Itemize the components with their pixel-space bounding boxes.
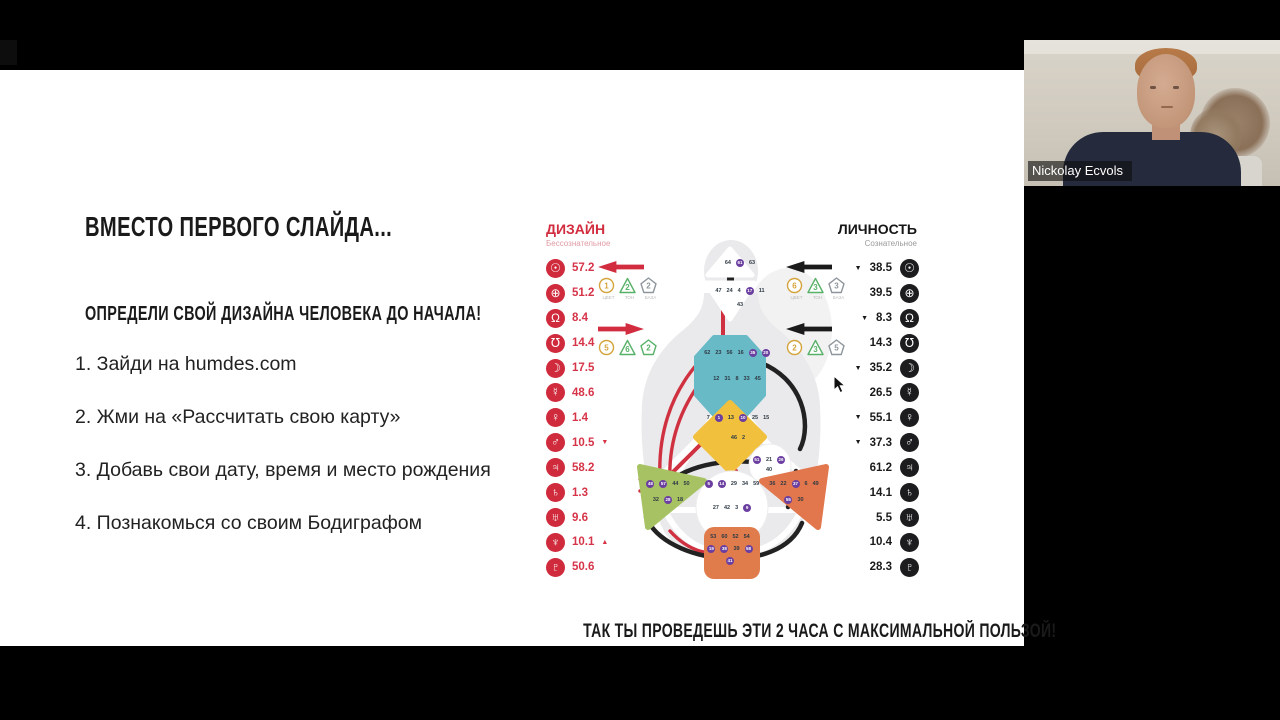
gate-number: 60 [721, 533, 728, 540]
gate-number: 39 [733, 545, 740, 552]
gate-value: 17.5 [572, 362, 595, 375]
design-badge-group-1 [598, 261, 661, 300]
personality-planet-row [795, 405, 919, 430]
gate-value: 37.3 [869, 436, 892, 449]
gate-number: 30 [797, 496, 804, 503]
personality-badge-group-1 [786, 261, 849, 300]
gate-value: 9.6 [572, 511, 588, 524]
pentagon-badge [828, 277, 845, 294]
personality-planet-row [795, 381, 919, 406]
gate-value: 38.5 [869, 262, 892, 275]
badge-label: БАЗА [644, 295, 657, 300]
gate-value: 35.2 [869, 362, 892, 375]
arrow-left-icon [598, 261, 644, 273]
gate-value: 26.5 [869, 386, 892, 399]
gate-value: 8.4 [572, 312, 588, 325]
badge-label: ЦВЕТ [790, 295, 803, 300]
gate-number: 24 [726, 288, 733, 295]
gate-number: 45 [754, 375, 761, 382]
gate-number: 56 [726, 350, 733, 357]
gate-number: 31 [724, 375, 731, 382]
gate-value: 5.5 [876, 511, 892, 524]
gate-number: 53 [710, 533, 717, 540]
gate-number: 43 [736, 301, 744, 308]
g-center-gates [704, 409, 772, 447]
gate-number: 3 [735, 504, 739, 511]
gate-number: 8 [735, 375, 739, 382]
gate-number: 25 [751, 415, 759, 422]
gate-value: 55.1 [869, 411, 892, 424]
pluto-icon: ♇ [546, 558, 565, 577]
gate-value: 1.4 [572, 411, 588, 424]
webcam-tile[interactable] [1024, 40, 1280, 186]
pentagon-badge [828, 339, 845, 356]
mars-icon: ♂ [900, 433, 919, 452]
gate-number: 9 [743, 504, 751, 512]
up-marker-icon: ▲ [601, 538, 609, 546]
gate-number: 1 [715, 414, 723, 422]
gate-number: 26 [778, 456, 784, 462]
instruction-step: 4. Познакомься со своим Бодиграфом [75, 512, 423, 534]
slide-title: ВМЕСТО ПЕРВОГО СЛАЙДА... [85, 211, 393, 242]
gate-number: 18 [677, 496, 684, 503]
throat-center-gates [700, 341, 774, 391]
down-marker-icon: ▼ [854, 439, 862, 447]
venus-icon: ♀ [546, 408, 565, 427]
pentagon-badge [640, 277, 657, 294]
presentation-slide [0, 70, 1057, 646]
badge-label: ТОН [812, 295, 823, 300]
circle-badge [786, 339, 803, 356]
gate-value: 10.5 [572, 436, 595, 449]
design-planets-column [546, 256, 608, 580]
gate-number: 2 [742, 434, 746, 441]
spleen-center-gates [642, 477, 694, 507]
neptune-icon: ♆ [546, 533, 565, 552]
north-node-icon: Ω [546, 309, 565, 328]
jupiter-icon: ♃ [900, 458, 919, 477]
personality-subtitle: Сознательное [864, 239, 917, 248]
top-letterbox-bar [0, 0, 1024, 70]
design-header [546, 221, 610, 248]
moon-icon: ☽ [546, 359, 565, 378]
bodygraph-panel [540, 215, 925, 587]
svg-text:5: 5 [604, 343, 609, 353]
gate-value: 10.4 [869, 536, 892, 549]
top-left-dark-square [0, 40, 17, 65]
south-node-icon: ℧ [546, 334, 565, 353]
slide-footer-caption: ТАК ТЫ ПРОВЕДЕШЬ ЭТИ 2 ЧАСА С МАКСИМАЛЬНОЙ ПОЛЬЗОЙ! [583, 621, 1057, 642]
gate-number: 32 [652, 496, 659, 503]
presenter-face [1137, 54, 1195, 128]
arrow-right-icon [598, 323, 644, 335]
sun-icon: ☉ [900, 259, 919, 278]
gate-number: 61 [737, 260, 743, 265]
personality-badge-group-2 [786, 323, 845, 356]
gate-value: 58.2 [572, 461, 595, 474]
gate-number: 11 [758, 288, 765, 295]
down-marker-icon: ▼ [601, 439, 609, 447]
head-center-gates [716, 257, 764, 269]
design-planet-row [546, 405, 608, 430]
gate-number: 41 [727, 558, 733, 564]
design-planet-row [546, 430, 608, 455]
svg-text:3: 3 [813, 345, 818, 354]
down-marker-icon: ▼ [861, 314, 868, 322]
earth-icon: ⊕ [546, 284, 565, 303]
gate-number: 54 [743, 533, 750, 540]
jupiter-icon: ♃ [546, 458, 565, 477]
saturn-icon: ♄ [900, 483, 919, 502]
slide-footer-caption-wrap [500, 621, 1057, 643]
gate-number: 13 [727, 415, 734, 422]
solar-center-gates [768, 477, 820, 507]
gate-number: 59 [753, 481, 760, 488]
gate-value: 61.2 [869, 461, 892, 474]
circle-badge [786, 277, 803, 294]
badge-label: БАЗА [832, 295, 845, 300]
triangle-badge [619, 277, 636, 294]
gate-value: 28.3 [869, 561, 892, 574]
down-marker-icon: ▼ [854, 414, 862, 422]
svg-text:1: 1 [604, 281, 609, 291]
gate-number: 16 [737, 350, 744, 357]
gate-number: 38 [721, 545, 727, 551]
earth-icon: ⊕ [900, 284, 919, 303]
gate-number: 5 [705, 480, 713, 488]
gate-value: 8.3 [876, 312, 892, 325]
gate-number: 47 [715, 288, 722, 295]
triangle-badge [807, 277, 824, 294]
gate-number: 46 [730, 434, 738, 441]
design-planet-row [546, 505, 608, 530]
badge-label: ЦВЕТ [602, 295, 615, 300]
sacral-center-gates [700, 473, 764, 519]
gate-value: 14.4 [572, 337, 595, 350]
svg-text:6: 6 [792, 281, 797, 291]
gate-number: 6 [804, 481, 808, 488]
svg-text:3: 3 [834, 281, 839, 291]
gate-number: 36 [769, 481, 776, 488]
gate-number: 29 [730, 481, 737, 488]
mercury-icon: ☿ [900, 383, 919, 402]
uranus-icon: ♅ [546, 508, 565, 527]
gate-number: 34 [741, 481, 749, 488]
gate-number: 10 [740, 415, 746, 421]
gate-number: 40 [765, 467, 773, 474]
venus-icon: ♀ [900, 408, 919, 427]
instruction-step: 1. Зайди на humdes.com [75, 353, 297, 375]
design-planet-row [546, 381, 608, 406]
gate-number: 15 [763, 415, 770, 422]
gate-value: 1.3 [572, 486, 588, 499]
gate-number: 12 [713, 375, 720, 382]
mars-icon: ♂ [546, 433, 565, 452]
design-planet-row [546, 555, 608, 580]
triangle-badge [807, 339, 824, 356]
design-badge-group-2 [598, 323, 657, 356]
gate-number: 62 [704, 350, 711, 357]
pluto-icon: ♇ [900, 558, 919, 577]
south-node-icon: ℧ [900, 334, 919, 353]
svg-text:2: 2 [792, 343, 797, 353]
gate-number: 42 [723, 504, 731, 511]
arrow-left-icon [786, 323, 832, 335]
personality-planet-row [795, 505, 919, 530]
pentagon-badge [640, 339, 657, 356]
instruction-step: 3. Добавь свои дату, время и место рождения [75, 459, 491, 481]
down-marker-icon: ▼ [854, 364, 862, 372]
design-planet-row [546, 530, 608, 555]
circle-badge [598, 339, 615, 356]
personality-header [838, 221, 917, 248]
personality-planet-row [795, 356, 919, 381]
gate-number: 14 [719, 481, 725, 487]
gate-number: 51 [754, 456, 760, 462]
neptune-icon: ♆ [900, 533, 919, 552]
badge-label: ТОН [624, 295, 635, 300]
gate-value: 57.2 [572, 262, 595, 275]
gate-number: 27 [712, 504, 719, 511]
saturn-icon: ♄ [546, 483, 565, 502]
gate-number: 23 [715, 350, 722, 357]
gate-value: 39.5 [869, 287, 892, 300]
gate-value: 51.2 [572, 287, 595, 300]
gate-number: 7 [706, 415, 710, 422]
ajna-center-gates [712, 285, 768, 311]
gate-number: 52 [732, 533, 739, 540]
down-marker-icon: ▼ [854, 264, 862, 272]
gate-number: 20 [763, 350, 769, 356]
svg-text:3: 3 [813, 283, 818, 292]
participant-name-label: Nickolay Ecvols [1028, 161, 1132, 181]
gate-number: 17 [747, 288, 753, 294]
slide-subtitle: ОПРЕДЕЛИ СВОЙ ДИЗАЙНА ЧЕЛОВЕКА ДО НАЧАЛА! [85, 303, 482, 325]
svg-text:2: 2 [646, 343, 651, 353]
design-planet-row [546, 480, 608, 505]
gate-number: 50 [683, 481, 690, 488]
arrow-left-icon [786, 261, 832, 273]
gate-number: 35 [750, 350, 756, 356]
moon-icon: ☽ [900, 359, 919, 378]
svg-text:2: 2 [646, 281, 651, 291]
mouse-cursor [833, 375, 847, 395]
instruction-list [75, 353, 545, 565]
uranus-icon: ♅ [900, 508, 919, 527]
heart-center-gates [750, 455, 788, 475]
personality-title: ЛИЧНОСТЬ [837, 221, 917, 237]
personality-planets-column [795, 256, 919, 580]
gate-number: 57 [660, 481, 666, 487]
gate-number: 19 [708, 545, 714, 551]
gate-number: 55 [785, 496, 791, 502]
svg-text:6: 6 [625, 345, 630, 354]
design-subtitle: Бессознательное [546, 239, 611, 248]
personality-planet-row [795, 530, 919, 555]
instruction-step: 2. Жми на «Рассчитать свою карту» [75, 406, 401, 428]
north-node-icon: Ω [900, 309, 919, 328]
sun-icon: ☉ [546, 259, 565, 278]
gate-value: 48.6 [572, 386, 595, 399]
mercury-icon: ☿ [546, 383, 565, 402]
gate-value: 14.3 [869, 337, 892, 350]
gate-number: 48 [647, 481, 653, 487]
gate-number: 63 [749, 260, 756, 266]
gate-number: 28 [665, 496, 671, 502]
gate-value: 14.1 [869, 486, 892, 499]
triangle-badge [619, 339, 636, 356]
gate-value: 10.1 [572, 536, 595, 549]
personality-planet-row [795, 555, 919, 580]
gate-number: 64 [724, 260, 731, 266]
design-title: ДИЗАЙН [546, 221, 606, 237]
design-planet-row [546, 356, 608, 381]
gate-number: 22 [780, 481, 787, 488]
gate-number: 58 [746, 545, 752, 551]
circle-badge [598, 277, 615, 294]
svg-text:2: 2 [625, 283, 630, 292]
design-planet-row [546, 455, 608, 480]
bottom-letterbox-bar [0, 646, 1280, 720]
gate-number: 21 [765, 456, 773, 463]
gate-number: 44 [672, 481, 679, 488]
personality-planet-row [795, 430, 919, 455]
gate-value: 50.6 [572, 561, 595, 574]
root-center-gates [706, 531, 754, 567]
svg-text:5: 5 [834, 343, 839, 353]
gate-number: 49 [812, 481, 819, 488]
gate-number: 33 [743, 375, 750, 382]
gate-number: 37 [793, 481, 799, 487]
gate-number: 4 [737, 288, 741, 295]
